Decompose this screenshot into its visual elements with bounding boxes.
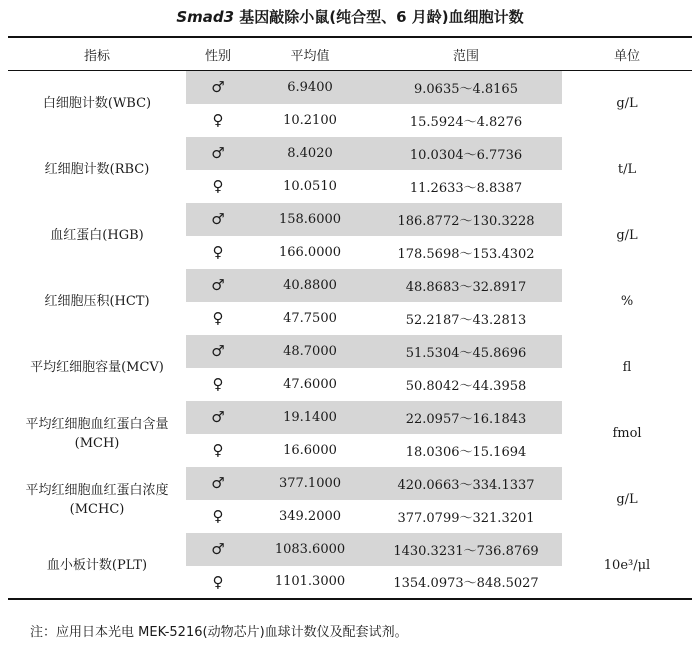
header-range: 范围 [370, 37, 562, 71]
mean-value-female: 349.2000 [278, 508, 342, 524]
mean-value-female: 47.7500 [283, 310, 337, 326]
mean-value-male: 1083.6000 [250, 533, 370, 566]
title-text: 基因敲除小鼠(纯合型、6 月龄)血细胞计数 [234, 8, 524, 26]
indicator-cell: 血小板计数(PLT) [8, 533, 186, 599]
title-gene: Smad3 [176, 8, 235, 26]
table-title [0, 6, 700, 27]
indicator-cell: 红细胞压积(HCT) [44, 294, 150, 309]
mean-value-male: 19.1400 [250, 401, 370, 434]
indicator-cell: 平均红细胞容量(MCV) [30, 360, 164, 375]
sex-female-icon: ♀ [212, 375, 224, 393]
range-value-female: 50.8042～44.3958 [405, 378, 527, 394]
range-value-male: 420.0663～334.1337 [370, 467, 562, 500]
table-row [8, 533, 692, 566]
mean-value-male: 48.7000 [250, 335, 370, 368]
sex-female-icon: ♀ [212, 111, 224, 129]
sex-female-icon: ♀ [212, 177, 224, 195]
indicator-cell: 白细胞计数(WBC) [42, 96, 152, 112]
table-row [8, 269, 692, 302]
sex-female-icon: ♀ [186, 566, 250, 599]
mean-value-male: 8.4020 [250, 137, 370, 170]
mean-value-female: 47.6000 [283, 376, 337, 392]
unit-cell: g/L [616, 492, 638, 507]
sex-female-icon: ♀ [212, 309, 224, 327]
unit-cell: 10e³/μl [562, 533, 692, 599]
sex-male-icon: ♂ [186, 335, 250, 368]
blood-count-table [8, 36, 692, 600]
indicator-cell: 平均红细胞血红蛋白浓度(MCHC) [25, 482, 169, 517]
table-row [8, 137, 692, 170]
range-value-female: 15.5924～4.8276 [409, 114, 523, 130]
sex-male-icon: ♂ [186, 137, 250, 170]
range-value-female: 178.5698～153.4302 [397, 246, 535, 262]
sex-male-icon: ♂ [186, 533, 250, 566]
indicator-cell: 血红蛋白(HGB) [50, 228, 144, 243]
table-row [8, 467, 692, 500]
header-indicator: 指标 [8, 37, 186, 71]
mean-value-female: 166.0000 [278, 244, 342, 260]
mean-value-female: 10.0510 [283, 178, 337, 194]
sex-female-icon: ♀ [212, 507, 224, 525]
unit-cell: % [620, 294, 634, 309]
mean-value-female: 16.6000 [283, 442, 337, 458]
range-value-female: 18.0306～15.1694 [405, 444, 527, 460]
range-value-male: 51.5304～45.8696 [370, 335, 562, 368]
sex-male-icon: ♂ [186, 401, 250, 434]
table-footnote: 注：应用日本光电 MEK-5216(动物芯片)血球计数仪及配套试剂。 [30, 625, 408, 640]
header-mean: 平均值 [250, 37, 370, 71]
range-value-female: 1354.0973～848.5027 [370, 566, 562, 599]
unit-cell: g/L [616, 228, 638, 243]
unit-cell: t/L [617, 162, 637, 177]
header-unit: 单位 [562, 37, 692, 71]
sex-female-icon: ♀ [212, 441, 224, 459]
table-row [8, 401, 692, 434]
table-header-row [8, 37, 692, 71]
range-value-female: 11.2633～8.8387 [409, 180, 523, 196]
range-value-male: 22.0957～16.1843 [370, 401, 562, 434]
table-row [8, 335, 692, 368]
header-sex: 性别 [186, 37, 250, 71]
mean-value-male: 158.6000 [250, 203, 370, 236]
mean-value-male: 6.9400 [250, 71, 370, 104]
sex-male-icon: ♂ [186, 467, 250, 500]
table-body [8, 71, 692, 599]
mean-value-male: 40.8800 [250, 269, 370, 302]
unit-cell: fl [622, 360, 632, 375]
range-value-male: 1430.3231～736.8769 [370, 533, 562, 566]
mean-value-male: 377.1000 [250, 467, 370, 500]
sex-male-icon: ♂ [186, 269, 250, 302]
mean-value-female: 10.2100 [283, 112, 337, 128]
range-value-male: 48.8683～32.8917 [370, 269, 562, 302]
range-value-female: 377.0799～321.3201 [397, 510, 535, 526]
indicator-cell: 平均红细胞血红蛋白含量(MCH) [25, 416, 169, 451]
unit-cell: g/L [616, 96, 638, 112]
sex-male-icon: ♂ [186, 71, 250, 104]
range-value-male: 9.0635～4.8165 [370, 71, 562, 104]
range-value-female: 52.2187～43.2813 [405, 312, 527, 328]
table-row [8, 203, 692, 236]
sex-female-icon: ♀ [212, 243, 224, 261]
table-row [8, 71, 692, 104]
sex-male-icon: ♂ [186, 203, 250, 236]
indicator-cell: 红细胞计数(RBC) [44, 162, 150, 177]
mean-value-female: 1101.3000 [250, 566, 370, 599]
range-value-male: 10.0304～6.7736 [370, 137, 562, 170]
unit-cell: fmol [612, 426, 642, 441]
range-value-male: 186.8772～130.3228 [370, 203, 562, 236]
